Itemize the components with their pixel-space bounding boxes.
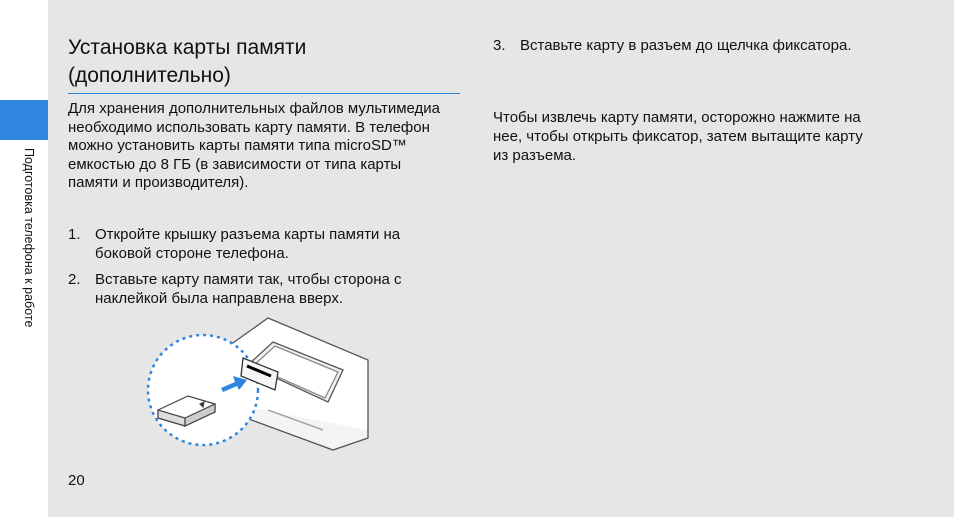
- intro-paragraph: Для хранения дополнительных файлов мультимедиа необходимо использовать карту памяти. В телефон можно установить карты памяти типа microSD™ емкостью до 8 ГБ (в зависимости от типа карты памяти и производителя).: [68, 100, 441, 191]
- section-label: Подготовка телефона к работе: [22, 148, 36, 328]
- zoom-circle: [148, 335, 258, 445]
- content-area: [48, 0, 954, 517]
- step-item: [493, 36, 853, 55]
- page-number: 20: [68, 472, 85, 489]
- section-tab-marker: [0, 100, 48, 140]
- step-text: Вставьте карту памяти так, чтобы сторона с наклейкой была направлена вверх.: [95, 271, 402, 307]
- step-item: [68, 271, 458, 308]
- step-text: Откройте крышку разъема карты памяти на боковой стороне телефона.: [95, 226, 401, 262]
- sidebar: [0, 0, 48, 517]
- step-text: Вставьте карту в разъем до щелчка фиксатора.: [520, 37, 852, 54]
- remove-instructions: Чтобы извлечь карту памяти, осторожно нажмите на нее, чтобы открыть фиксатор, затем вытащите карту из разъема.: [493, 109, 863, 164]
- step-number: 3.: [493, 37, 506, 54]
- step-number: 1.: [68, 226, 81, 243]
- steps-list-left: [68, 226, 458, 316]
- memory-card-illustration: [143, 310, 373, 460]
- step-number: 2.: [68, 271, 81, 288]
- title-underline: [68, 93, 460, 94]
- page-title: Установка карты памяти (дополнительно): [68, 36, 307, 87]
- steps-list-right: [493, 36, 853, 55]
- step-item: [68, 226, 458, 263]
